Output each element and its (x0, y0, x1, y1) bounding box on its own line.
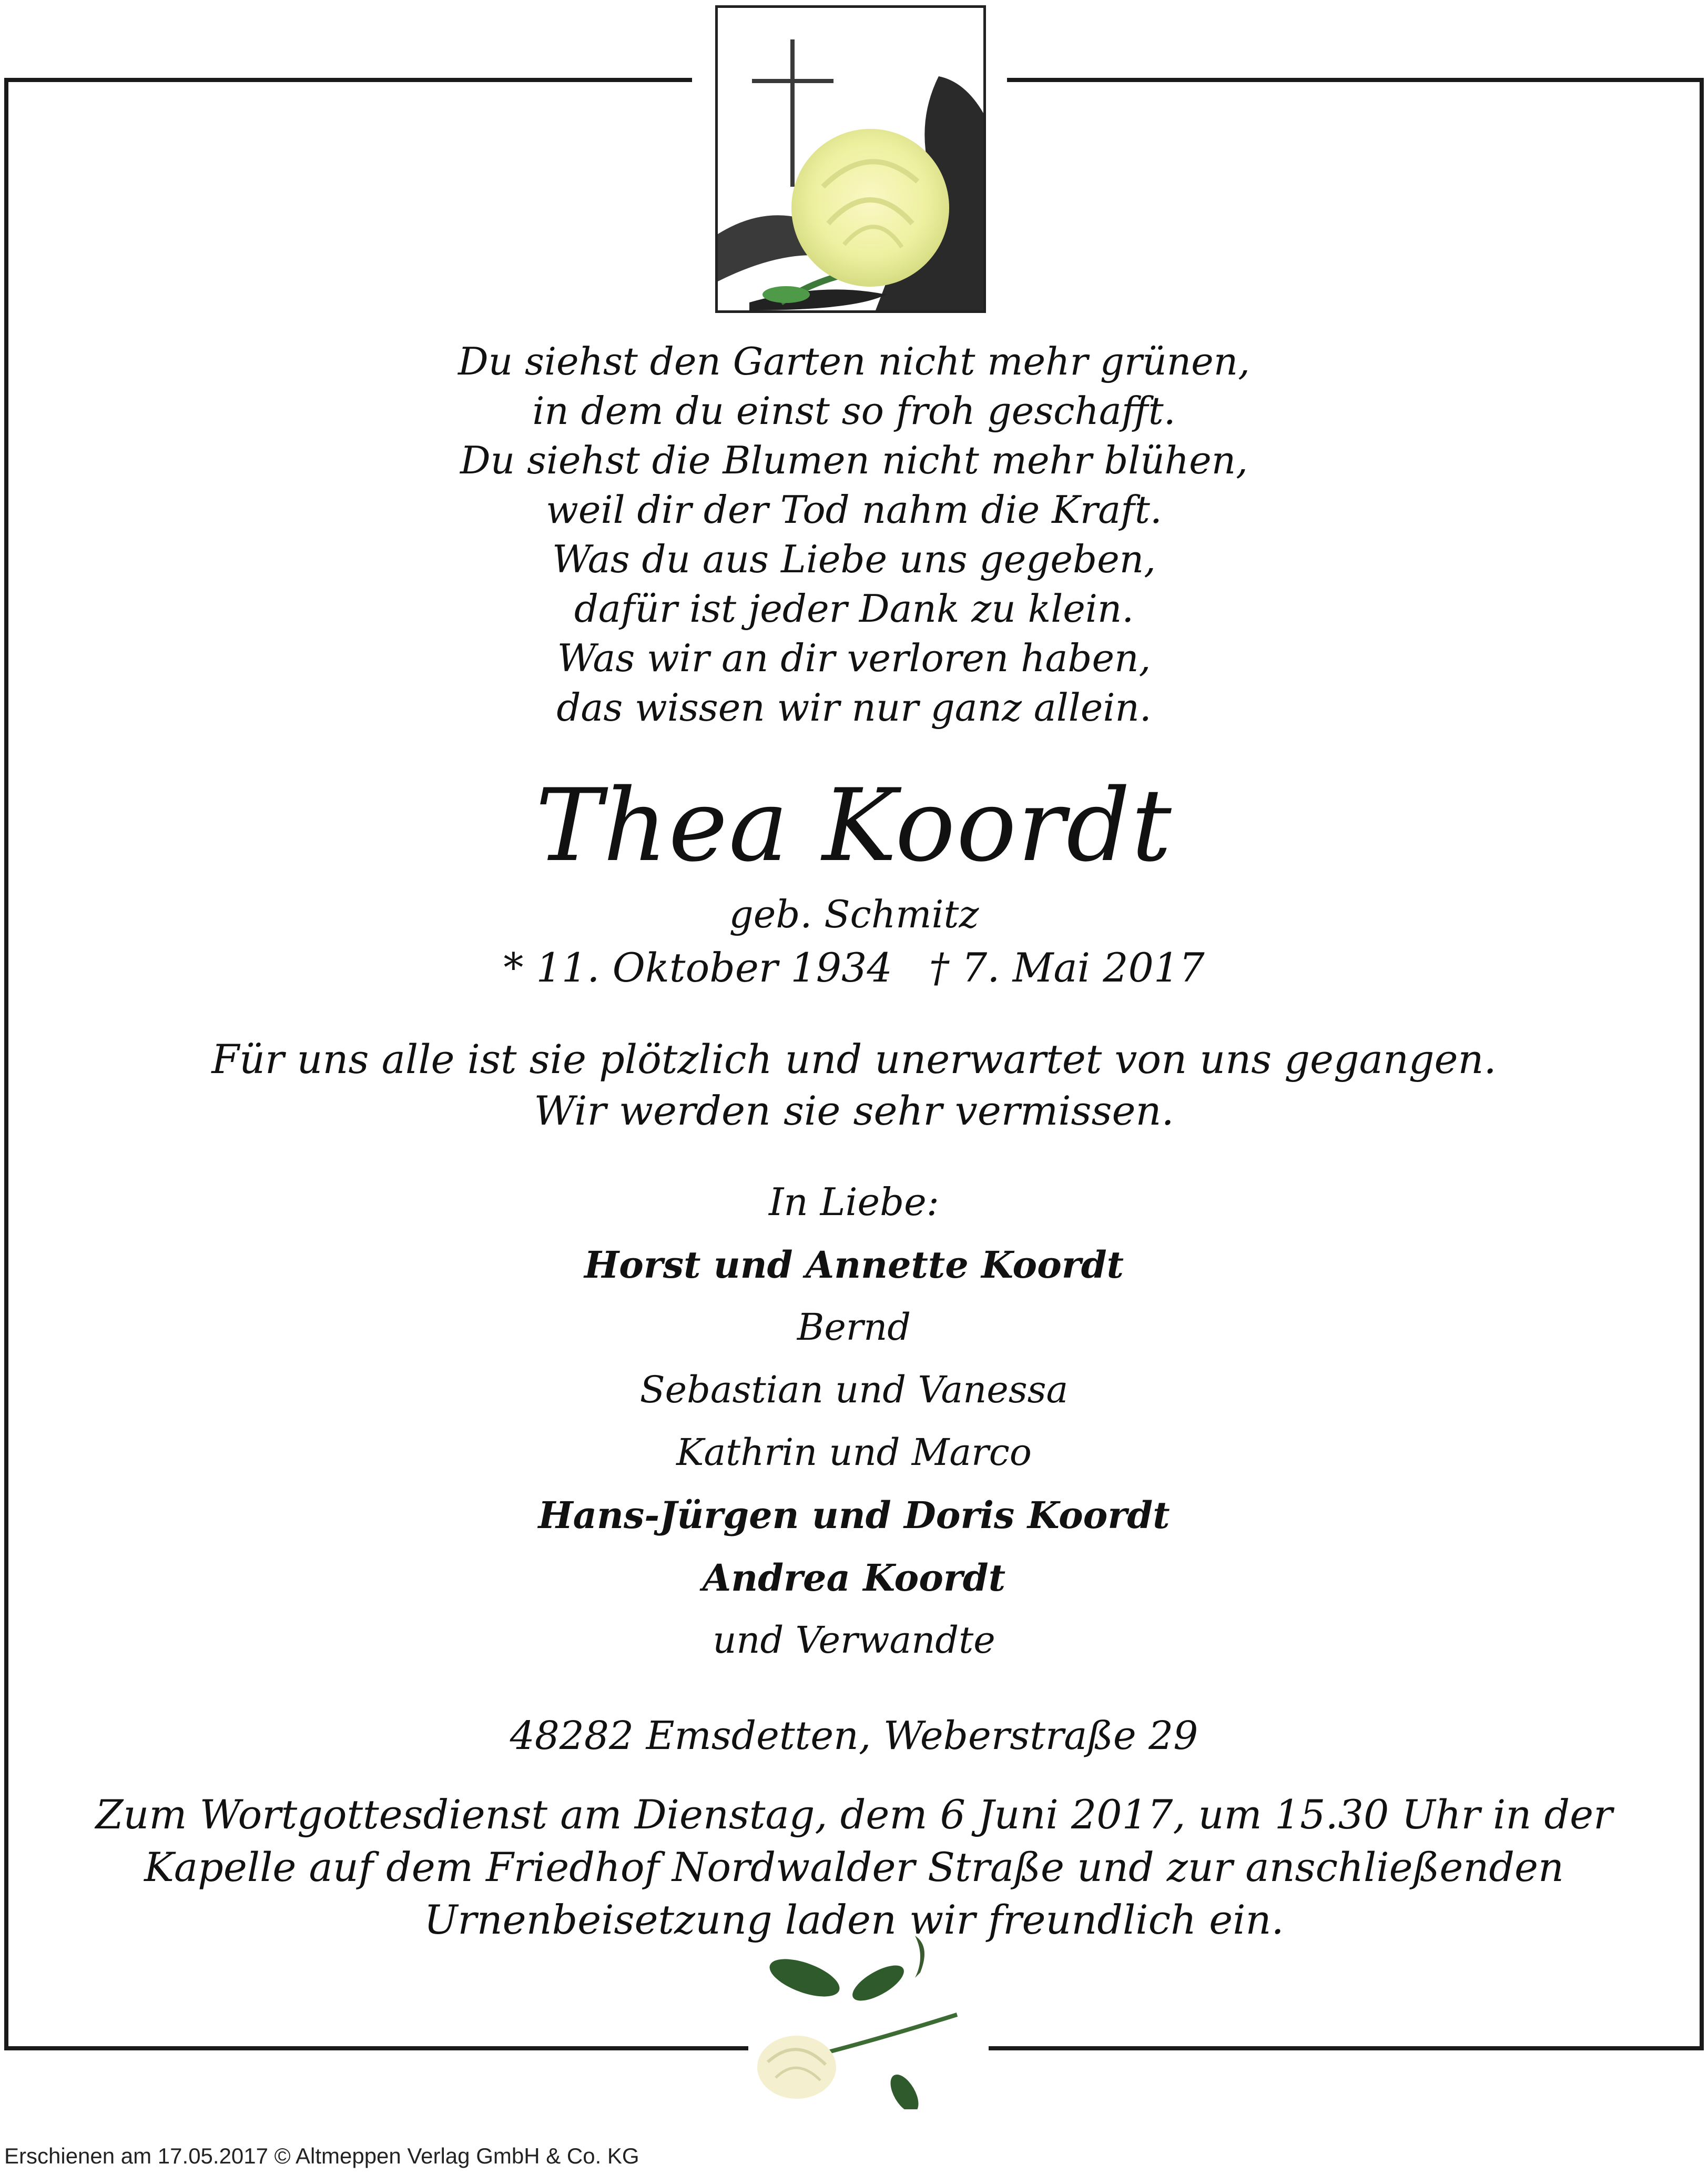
service-line: Urnenbeisetzung laden wir freundlich ein. (424, 1896, 1284, 1943)
poem-line: Was wir an dir verloren haben, (557, 636, 1151, 680)
frame-bottom-right-line (989, 2046, 1704, 2050)
service-announcement (0, 1788, 1708, 1946)
poem-line: dafür ist jeder Dank zu klein. (574, 587, 1134, 631)
publication-footer: Erschienen am 17.05.2017 © Altmeppen Verlag GmbH & Co. KG (4, 2143, 639, 2168)
frame-top-right-line (1007, 78, 1704, 82)
rose-image (747, 1936, 989, 2109)
cross-and-rose-image (715, 5, 986, 313)
family-list (0, 1233, 1708, 1672)
rose-icon (747, 1936, 989, 2109)
deceased-name: Thea Koordt (535, 767, 1173, 884)
poem (0, 337, 1708, 732)
family-member: Kathrin und Marco (676, 1431, 1032, 1474)
service-line: Kapelle auf dem Friedhof Nordwalder Straße und zur anschließenden (144, 1844, 1564, 1890)
farewell-message (0, 1034, 1708, 1137)
family-member: Andrea Koordt (702, 1556, 1006, 1600)
maiden-name: geb. Schmitz (729, 892, 979, 936)
poem-line: Was du aus Liebe uns gegeben, (552, 537, 1156, 581)
in-love-label: In Liebe: (768, 1180, 940, 1224)
family-member: Hans-Jürgen und Doris Koordt (538, 1493, 1170, 1537)
birth-date: * 11. Oktober 1934 (503, 944, 892, 991)
cross-rose-icon (718, 8, 983, 310)
family-member: Horst und Annette Koordt (584, 1243, 1124, 1287)
life-dates (0, 942, 1708, 994)
family-member: Bernd (797, 1306, 911, 1349)
poem-line: in dem du einst so froh geschafft. (532, 389, 1176, 433)
death-date: † 7. Mai 2017 (929, 944, 1205, 991)
family-member: Sebastian und Vanessa (639, 1368, 1069, 1411)
message-line: Wir werden sie sehr vermissen. (534, 1087, 1174, 1134)
poem-line: Du siehst den Garten nicht mehr grünen, (458, 339, 1250, 383)
poem-line: Du siehst die Blumen nicht mehr blühen, (460, 438, 1248, 482)
frame-top-left-line (4, 78, 692, 82)
frame-bottom-left-line (4, 2046, 748, 2050)
service-line: Zum Wortgottesdienst am Dienstag, dem 6 Juni 2017, um 15.30 Uhr in der (95, 1791, 1613, 1838)
poem-line: das wissen wir nur ganz allein. (556, 685, 1152, 730)
message-line: Für uns alle ist sie plötzlich und unerwartet von uns gegangen. (211, 1036, 1497, 1083)
family-member: und Verwandte (713, 1619, 995, 1662)
address: 48282 Emsdetten, Weberstraße 29 (510, 1713, 1198, 1758)
poem-line: weil dir der Tod nahm die Kraft. (546, 488, 1162, 532)
